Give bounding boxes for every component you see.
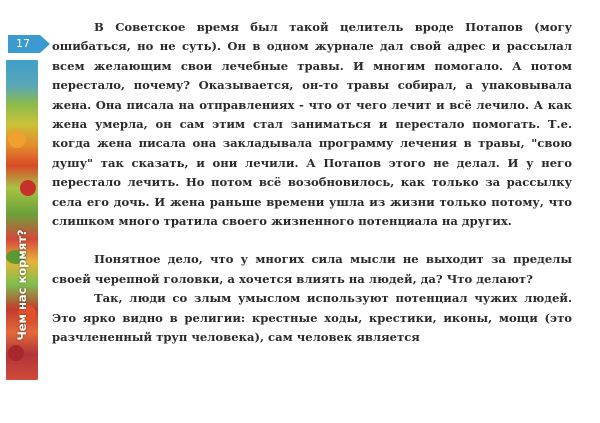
paragraph-2: Понятное дело, что у многих сила мысли не выходит за пределы своей черепной головки, а хочется влиять на людей, да? Что делают? bbox=[52, 252, 572, 286]
side-label bbox=[8, 210, 36, 360]
paragraph-1: В Советское время был такой целитель вроде Потапов (могу ошибаться, но не суть). Он в одном журнале дал свой адрес и рассылал всем желающим свои лечебные травы. И многим помогало. А потом перестало, почему? Оказывается, он-то травы собирал, а упаковывала жена. Она писала на отправлениях - что от чего лечит и всё лечило. А как жена умерла, он сам этим стал заниматься и перестало помогать. Т.е. когда жена писала она закладывала программу лечения в травы, "свою душу" так сказать, и они лечили. А Потапов этого не делал. И у него перестало лечить. Но потом всё возобновилось, как только за рассылку села его дочь. И жена раньше времени ушла из жизни только потому, что слишком много тратила своего жизненного потенциала на других. bbox=[52, 20, 572, 229]
page-number-badge bbox=[8, 33, 52, 55]
side-photo-strip bbox=[6, 60, 38, 380]
side-label-text: Чем нас кормят? bbox=[15, 229, 29, 341]
arrow-shape bbox=[8, 33, 52, 55]
paragraph-3: Так, люди со злым умыслом используют потенциал чужих людей. Это ярко видно в религии: крестные ходы, крестики, иконы, мощи (это разчлененный труп человека), сам человек является bbox=[52, 291, 572, 345]
body-text bbox=[52, 18, 572, 348]
page-number: 17 bbox=[16, 37, 30, 50]
